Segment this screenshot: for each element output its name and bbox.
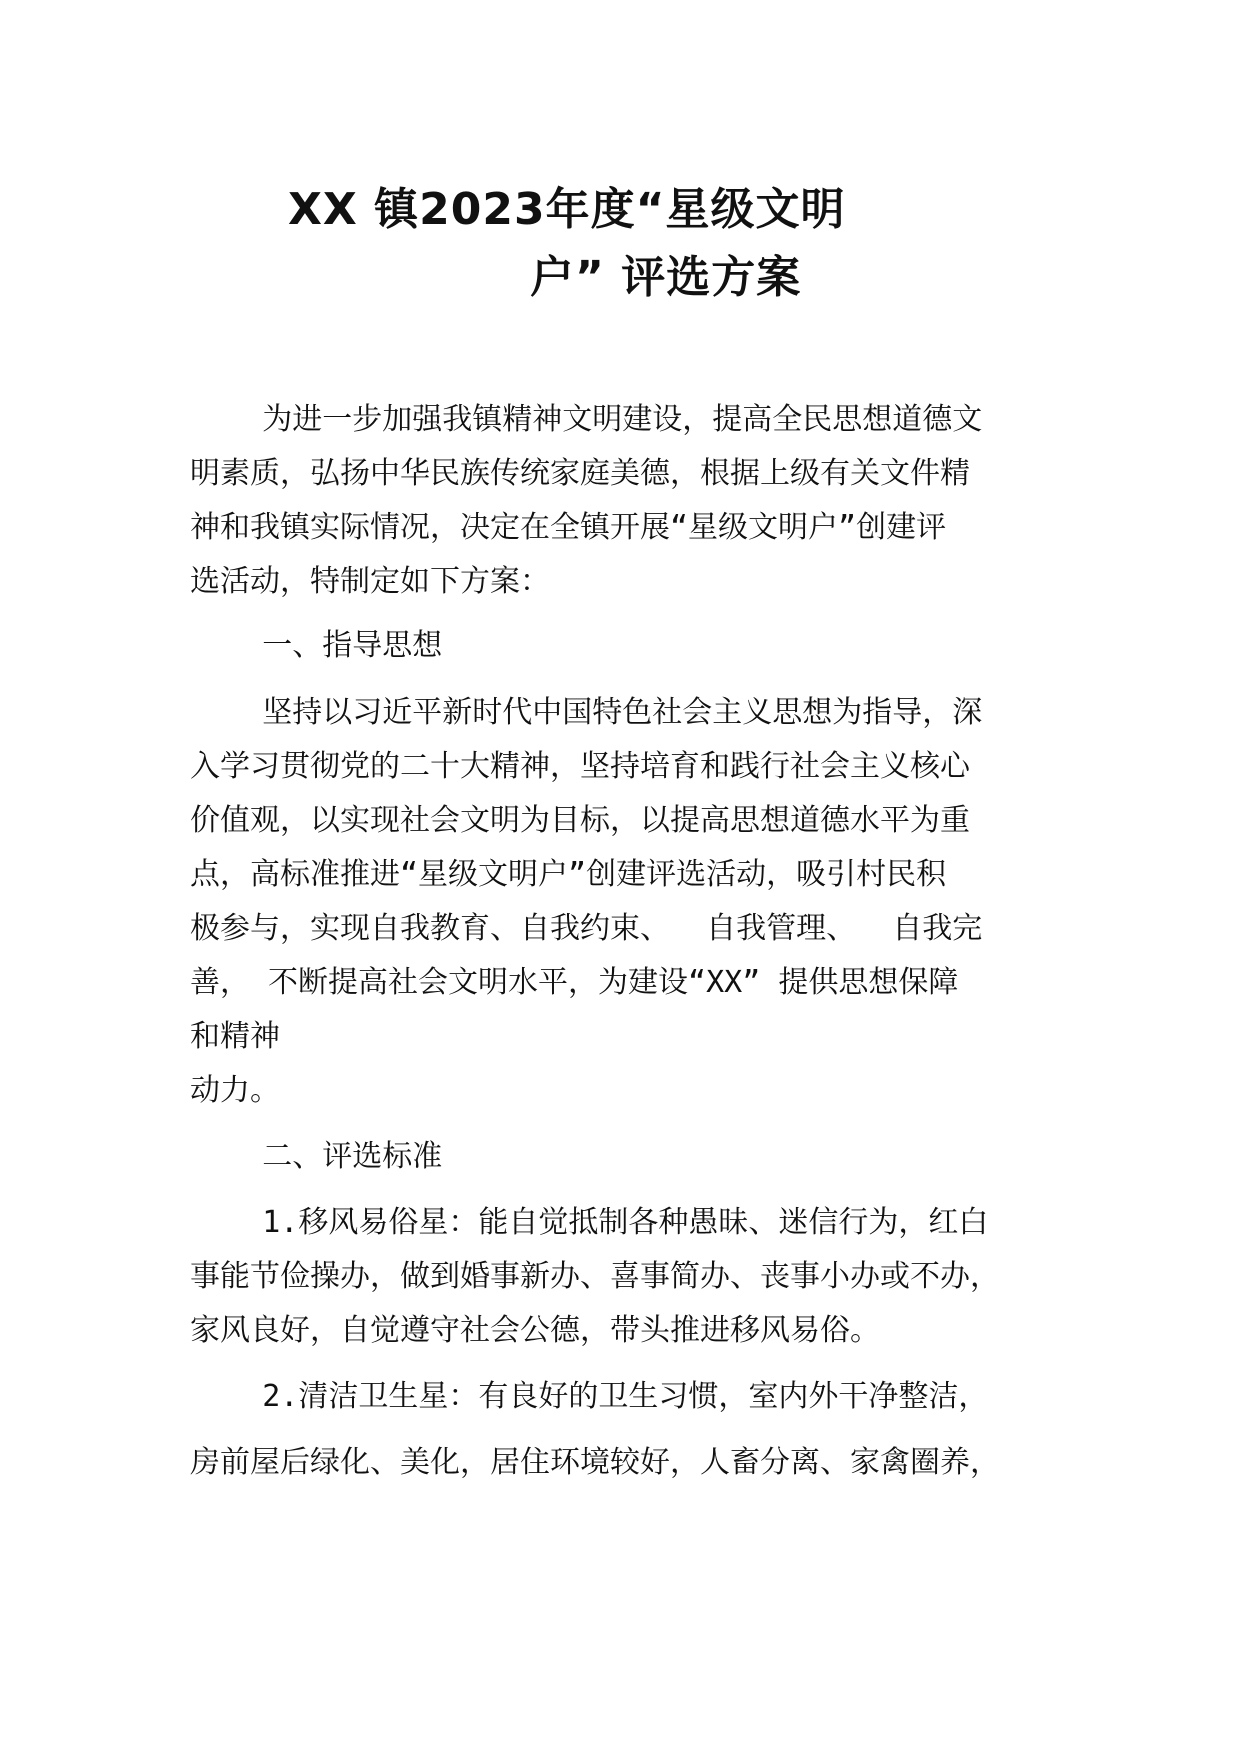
- body-line: 极参与，实现自我教育、自我约束、 自我管理、 自我完: [190, 911, 983, 946]
- body-line: 神和我镇实际情况，决定在全镇开展“星级文明户”创建评: [190, 510, 947, 545]
- body-line: 选活动，特制定如下方案：: [190, 564, 550, 599]
- body-line: 家风良好，自觉遵守社会公德，带头推进移风易俗。: [190, 1313, 880, 1348]
- body-line: 动力。: [190, 1073, 280, 1108]
- title-line-2: 户” 评选方案: [530, 252, 802, 303]
- body-line: 明素质，弘扬中华民族传统家庭美德，根据上级有关文件精: [190, 456, 970, 491]
- body-line: 点，高标准推进“星级文明户”创建评选活动，吸引村民积: [190, 857, 947, 892]
- body-line: 2.清洁卫生星：有良好的卫生习惯，室内外干净整洁，: [190, 1379, 989, 1414]
- section-heading: 二、评选标准: [190, 1139, 443, 1174]
- title-line-1: XX 镇2023年度“星级文明: [288, 184, 846, 235]
- body-line: 1.移风易俗星：能自觉抵制各种愚昧、迷信行为，红白: [190, 1205, 989, 1240]
- body-line: 事能节俭操办，做到婚事新办、喜事简办、丧事小办或不办，: [190, 1259, 1000, 1294]
- body-line: 价值观，以实现社会文明为目标，以提高思想道德水平为重: [190, 803, 970, 838]
- body-line: 入学习贯彻党的二十大精神，坚持培育和践行社会主义核心: [190, 749, 970, 784]
- body-line: 善， 不断提高社会文明水平，为建设“XX” 提供思想保障: [190, 965, 959, 1000]
- body-line: 坚持以习近平新时代中国特色社会主义思想为指导，深: [190, 695, 983, 730]
- body-line: 房前屋后绿化、美化，居住环境较好，人畜分离、家禽圈养，: [190, 1445, 1000, 1480]
- body-line: 为进一步加强我镇精神文明建设，提高全民思想道德文: [190, 402, 983, 437]
- body-line: 和精神: [190, 1019, 280, 1054]
- section-heading: 一、指导思想: [190, 628, 443, 663]
